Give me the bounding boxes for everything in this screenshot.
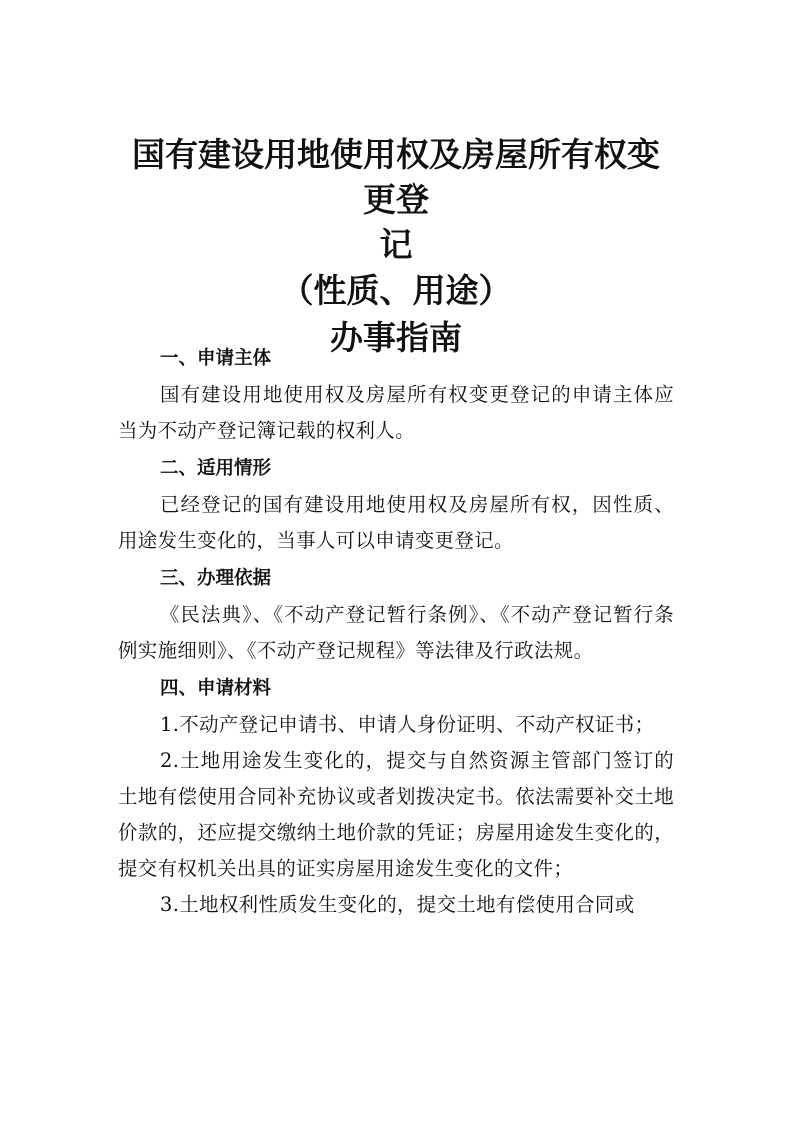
section-heading: 三、办理依据 xyxy=(160,568,272,589)
section-paragraph: 3.土地权利性质发生变化的，提交土地有偿使用合同或 xyxy=(160,893,635,916)
title-subtitle: （性质、用途） xyxy=(280,271,512,310)
section-basis xyxy=(118,561,674,669)
section-paragraph: 2.土地用途发生变化的，提交与自然资源主管部门签订的土地有偿使用合同补充协议或者划拨决定书。依法需要补交土地价款的，还应提交缴纳土地价款的凭证；房屋用途发生变化的，提交有权机关出具的证实房屋用途发生变化的文件； xyxy=(118,749,674,880)
section-paragraph: 已经登记的国有建设用地使用权及房屋所有权，因性质、用途发生变化的，当事人可以申请变更登记。 xyxy=(118,493,674,552)
section-materials xyxy=(118,671,674,923)
section-applicant xyxy=(118,341,674,449)
section-paragraph: 《民法典》、《不动产登记暂行条例》、《不动产登记暂行条例实施细则》、《不动产登记规程》等法律及行政法规。 xyxy=(118,603,674,662)
title-line-1: 国有建设用地使用权及房屋所有权变更登 xyxy=(132,135,660,219)
section-heading: 一、申请主体 xyxy=(160,348,272,369)
section-paragraph: 国有建设用地使用权及房屋所有权变更登记的申请主体应当为不动产登记簿记载的权利人。 xyxy=(118,383,674,442)
document-body xyxy=(118,341,674,923)
document-title xyxy=(118,132,674,360)
section-heading: 二、适用情形 xyxy=(160,458,272,479)
title-guide: 办事指南 xyxy=(330,318,462,357)
title-line-2: 记 xyxy=(379,225,413,264)
section-scope xyxy=(118,451,674,559)
section-heading: 四、申请材料 xyxy=(160,678,272,699)
section-paragraph: 1.不动产登记申请书、申请人身份证明、不动产权证书； xyxy=(160,713,655,736)
